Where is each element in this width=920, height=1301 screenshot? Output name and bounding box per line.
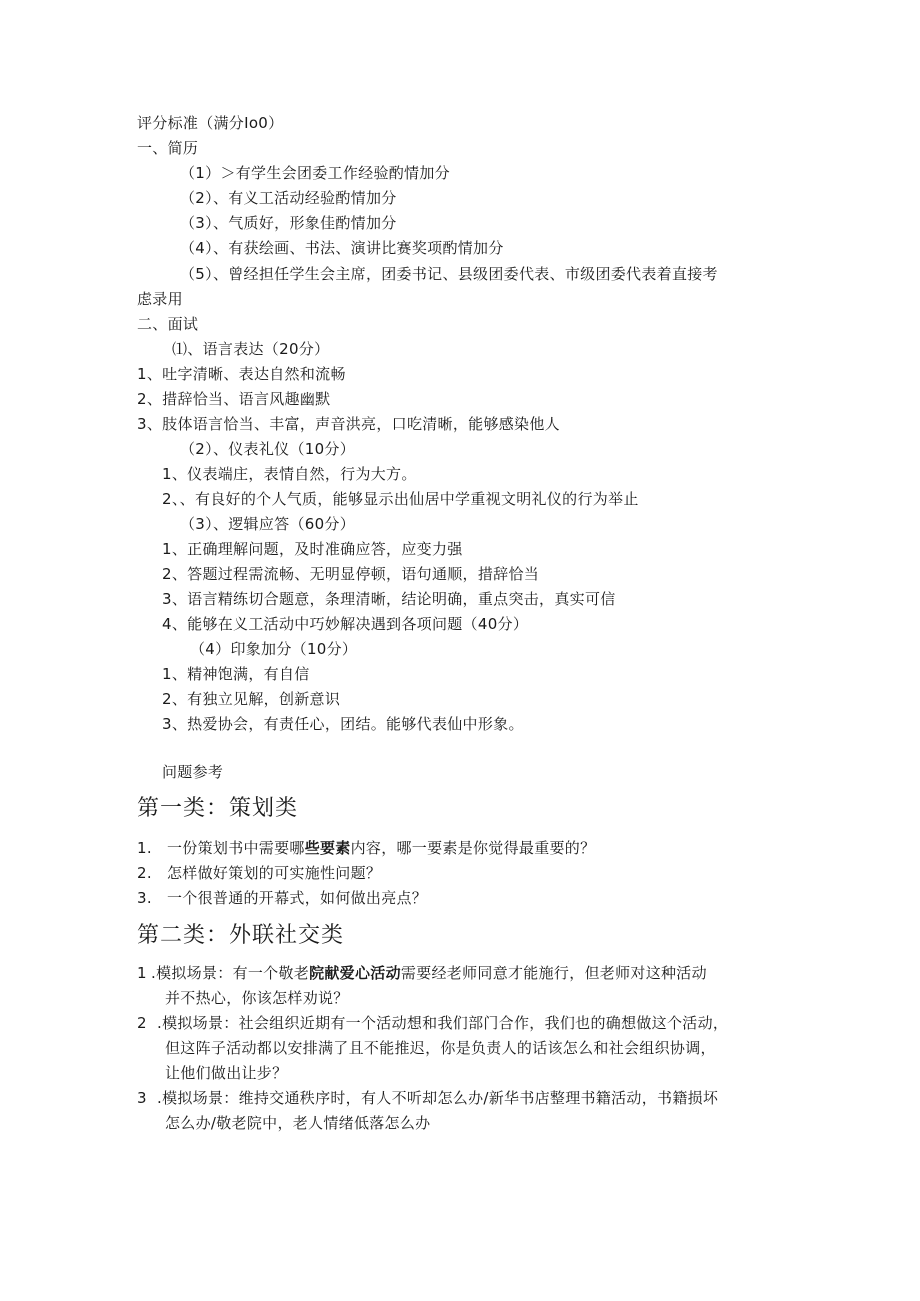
manner-item: 1、仪表端庄，表情自然，行为大方。 [162, 465, 417, 483]
manner-item: 2、、有良好的个人气质，能够显示出仙居中学重视文明礼仪的行为举止 [162, 490, 639, 508]
social-item: 3 .模拟场景：维持交通秩序时，有人不听却怎么办/新华书店整理书籍活动，书籍损坏 [137, 1089, 719, 1107]
resume-item: （1）＞有学生会团委工作经验酌情加分 [180, 164, 450, 182]
item-number: 2 [137, 1014, 147, 1032]
planning-item: 1. 一份策划书中需要哪些要素内容，哪一要素是你觉得最重要的？ [137, 839, 596, 857]
social-item: 2 .模拟场景：社会组织近期有一个活动想和我们部门合作，我们也的确想做这个活动， [137, 1014, 729, 1032]
resume-item: （3）、气质好，形象佳酌情加分 [180, 214, 397, 232]
item-number: 2. [137, 864, 152, 882]
item-number: 1 [137, 964, 147, 982]
logic-item: 1、正确理解问题，及时准确应答，应变力强 [162, 540, 463, 558]
planning-item: 3. 一个很普通的开幕式，如何做出亮点？ [137, 889, 428, 907]
social-item: 1 .模拟场景：有一个敬老院献爱心活动需要经老师同意才能施行，但老师对这种活动 [137, 964, 707, 982]
interview-heading: 二、面试 [137, 315, 199, 333]
social-item-continuation: 并不热心，你该怎样劝说？ [165, 989, 349, 1007]
social-item-continuation: 怎么办/敬老院中，老人情绪低落怎么办 [165, 1114, 431, 1132]
item-number: 3. [137, 889, 152, 907]
planning-heading: 第一类：策划类 [137, 796, 299, 821]
questions-label: 问题参考 [162, 763, 224, 781]
social-item-continuation: 让他们做出让步？ [165, 1064, 288, 1082]
social-item-continuation: 但这阵子活动都以安排满了且不能推迟，你是负责人的话该怎么和社会组织协调， [165, 1039, 716, 1057]
criteria-title: 评分标准（满分Io0） [137, 114, 284, 132]
language-item: 3、肢体语言恰当、丰富，声音洪亮，口吃清晰，能够感染他人 [137, 415, 560, 433]
resume-item: （5）、曾经担任学生会主席，团委书记、县级团委代表、市级团委代表着直接考 [180, 265, 718, 283]
social-heading: 第二类：外联社交类 [137, 923, 345, 948]
resume-item: （4）、有获绘画、书法、演讲比赛奖项酌情加分 [180, 239, 504, 257]
planning-item: 2. 怎样做好策划的可实施性问题？ [137, 864, 382, 882]
resume-heading: 一、简历 [137, 139, 199, 157]
language-item: 2、措辞恰当、语言风趣幽默 [137, 390, 331, 408]
language-item: 1、吐字清晰、表达自然和流畅 [137, 365, 346, 383]
logic-item: 3、语言精练切合题意，条理清晰，结论明确，重点突击，真实可信 [162, 590, 616, 608]
resume-item-continuation: 虑录用 [137, 290, 183, 308]
resume-item: （2）、有义工活动经验酌情加分 [180, 189, 397, 207]
manner-heading: （2）、仪表礼仪（10分） [180, 440, 356, 458]
logic-item: 4、能够在义工活动中巧妙解决遇到各项问题（40分） [162, 615, 529, 633]
language-heading: ⑴、语言表达（20分） [172, 340, 330, 358]
logic-item: 2、答题过程需流畅、无明显停顿，语句通顺，措辞恰当 [162, 565, 540, 583]
impression-item: 1、精神饱满，有自信 [162, 665, 310, 683]
impression-heading: （4）印象加分（10分） [190, 640, 358, 658]
impression-item: 2、有独立见解，创新意识 [162, 690, 341, 708]
impression-item: 3、热爱协会，有责任心，团结。能够代表仙中形象。 [162, 715, 524, 733]
item-number: 3 [137, 1089, 147, 1107]
item-number: 1. [137, 839, 152, 857]
logic-heading: （3）、逻辑应答（60分） [180, 515, 356, 533]
